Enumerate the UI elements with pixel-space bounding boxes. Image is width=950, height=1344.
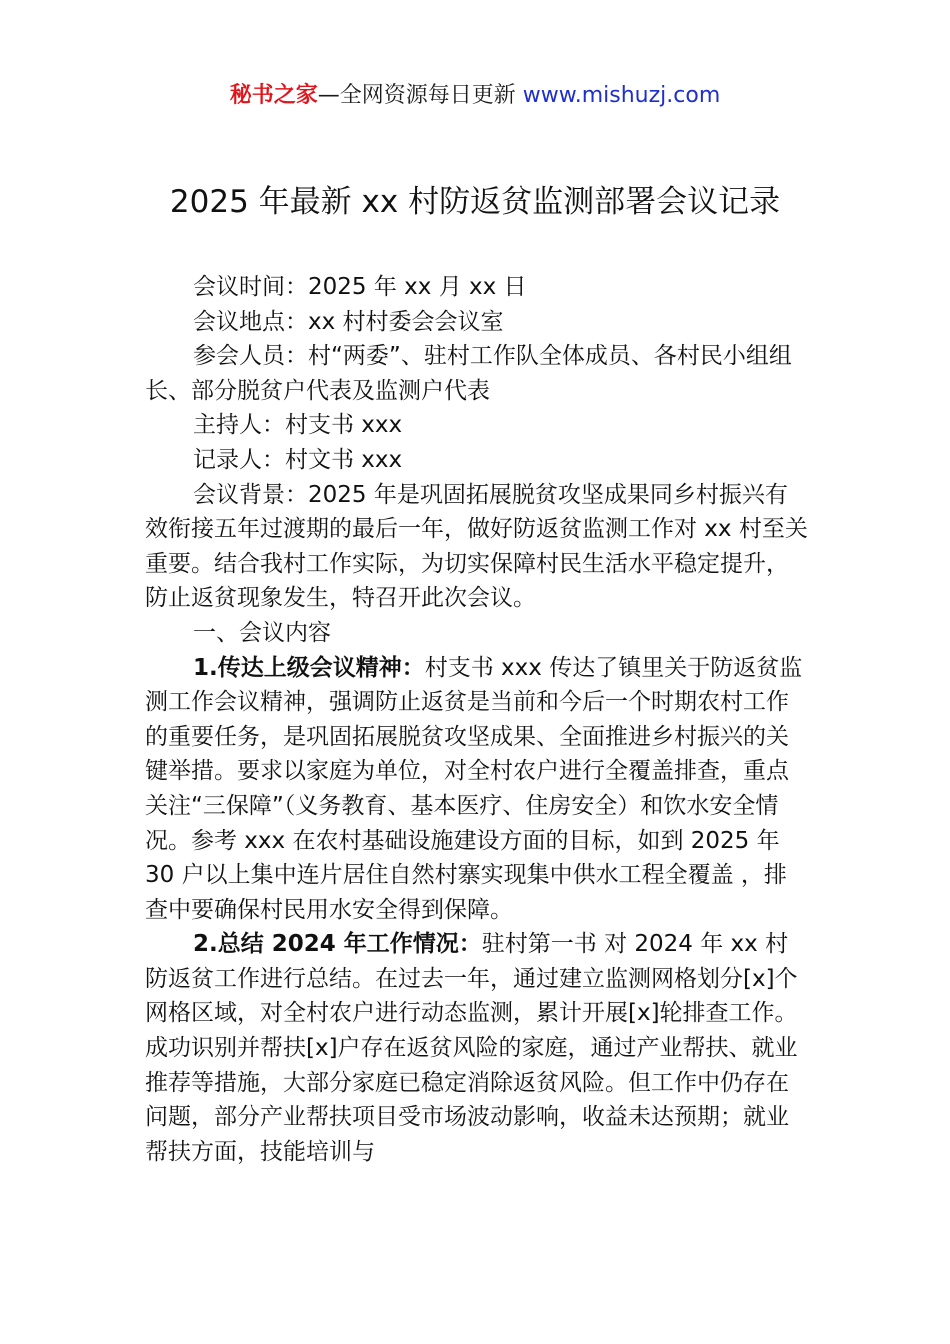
document-body [145, 270, 809, 1169]
site-tagline: —全网资源每日更新 [317, 83, 523, 108]
meeting-recorder: 记录人：村文书 xxx [193, 446, 403, 473]
agenda-item-1-body: 村支书 xxx 传达了镇里关于防返贫监测工作会议精神，强调防止返贫是当前和今后一个时期农村工作的重要任务，是巩固拓展脱贫攻坚成果、全面推进乡村振兴的关键举措。要求以家庭为单位，对全村农户进行全覆盖排查，重点关注“三保障”（义务教育、基本医疗、住房安全）和饮水安全情况。参考 xxx 在农村基础设施建设方面的目标，如到 2025 年 30 户以上集中连片居住自然村寨实现集中供水工程全覆盖 ，排查中要确保村民用水安全得到保障。 [145, 654, 803, 923]
agenda-item-2-body: 驻村第一书 对 2024 年 xx 村防返贫工作进行总结。在过去一年，通过建立监测网格划分[x]个网格区域，对全村农户进行动态监测，累计开展[x]轮排查工作。成功识别并帮扶[x]户存在返贫风险的家庭，通过产业帮扶、就业推荐等措施，大部分家庭已稳定消除返贫风险。但工作中仍存在问题，部分产业帮扶项目受市场波动影响，收益未达预期；就业帮扶方面，技能培训与 [145, 931, 798, 1165]
section-heading-meeting-content: 一、会议内容 [193, 619, 331, 646]
meeting-place: 会议地点：xx 村村委会会议室 [193, 308, 504, 335]
site-url-link[interactable]: www.mishuzj.com [522, 83, 721, 108]
document-title: 2025 年最新 xx 村防返贫监测部署会议记录 [169, 184, 781, 220]
agenda-item-1 [145, 651, 809, 928]
site-header [0, 80, 950, 112]
site-brand: 秘书之家 [229, 83, 318, 108]
meeting-background: 会议背景：2025 年是巩固拓展脱贫攻坚成果同乡村振兴有效衔接五年过渡期的最后一年，做好防返贫监测工作对 xx 村至关重要。结合我村工作实际，为切实保障村民生活水平稳定提升，防止返贫现象发生，特召开此次会议。 [145, 481, 808, 612]
agenda-item-2 [145, 927, 809, 1169]
meeting-time: 会议时间：2025 年 xx 月 xx 日 [193, 274, 527, 300]
agenda-item-1-heading: 1.传达上级会议精神： [193, 654, 425, 681]
meeting-host: 主持人：村支书 xxx [193, 412, 403, 439]
meeting-attendees: 参会人员：村“两委”、驻村工作队全体成员、各村民小组组长、部分脱贫户代表及监测户代表 [145, 343, 792, 404]
agenda-item-2-heading: 2.总结 2024 年工作情况： [193, 931, 482, 958]
